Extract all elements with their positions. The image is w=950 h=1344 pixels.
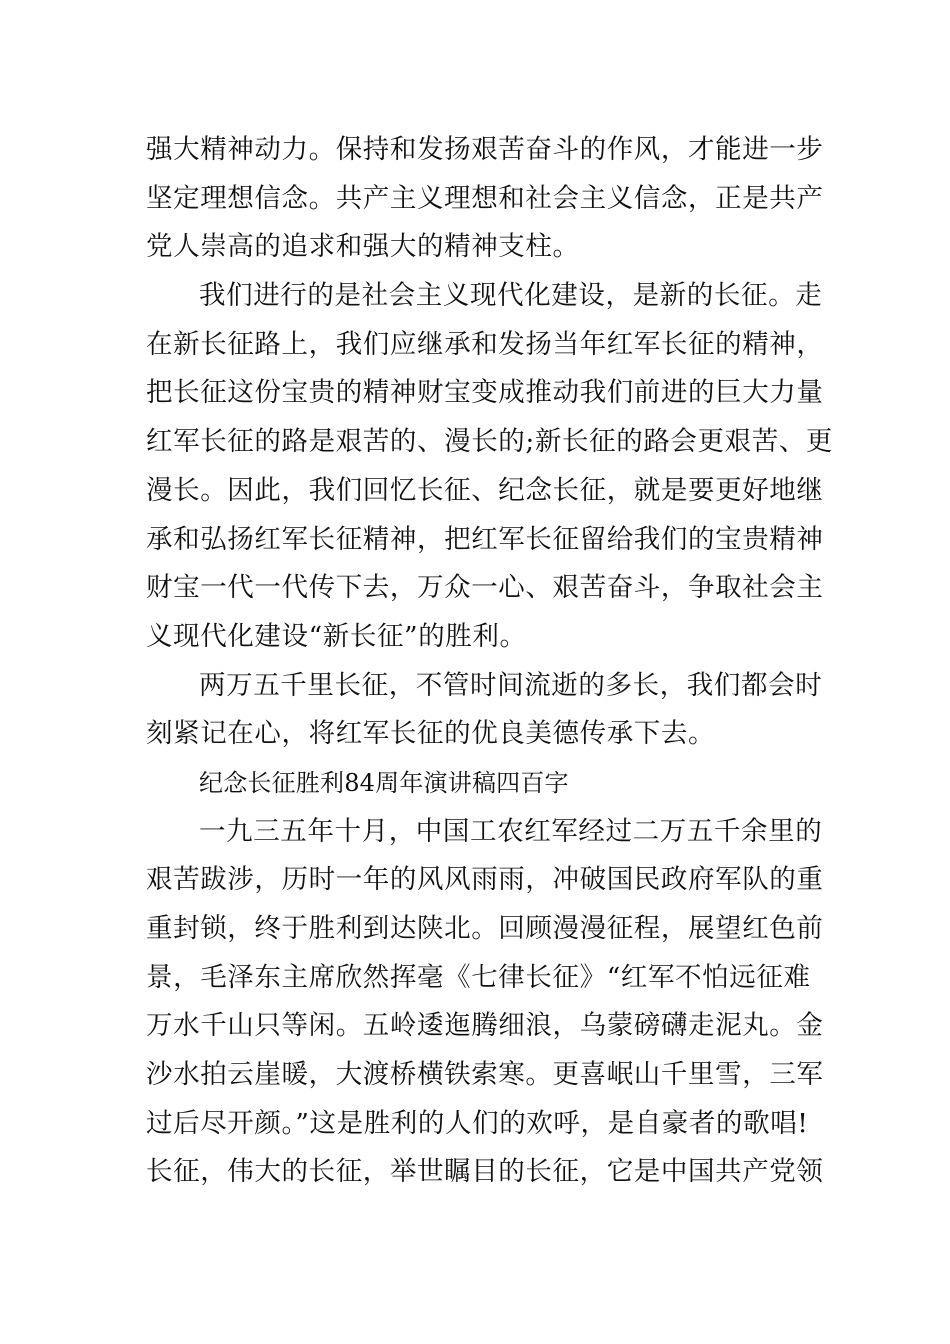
- body-text: [146, 126, 834, 1197]
- text-line: 义现代化建设“新长征”的胜利。: [146, 620, 527, 652]
- text-line: 把长征这份宝贵的精神财宝变成推动我们前进的巨大力量: [146, 377, 824, 409]
- text-line: 坚定理想信念。共产主义理想和社会主义信念，正是共产: [146, 182, 824, 214]
- text-line: 重封锁，终于胜利到达陕北。回顾漫漫征程，展望红色前: [146, 913, 824, 944]
- section-heading: 纪念长征胜利84周年演讲稿四百字: [199, 768, 569, 797]
- text-line: 刻紧记在心，将红军长征的优良美德传承下去。: [146, 718, 716, 750]
- paragraph-start-line: 我们进行的是社会主义现代化建设，是新的长征。走: [199, 280, 823, 312]
- text-line: 强大精神动力。保持和发扬艰苦奋斗的作风，才能进一步: [146, 134, 824, 165]
- text-line: 财宝一代一代传下去，万众一心、艰苦奋斗，争取社会主: [146, 572, 824, 604]
- text-line: 红军长征的路是艰苦的、漫长的;新长征的路会更艰苦、更: [146, 426, 834, 458]
- text-line: 承和弘扬红军长征精神，把红军长征留给我们的宝贵精神: [146, 523, 824, 555]
- paragraph-start-line: 两万五千里长征，不管时间流逝的多长，我们都会时: [199, 669, 823, 701]
- text-line: 景，毛泽东主席欣然挥毫《七律长征》“红军不怕远征难: [146, 961, 811, 993]
- paragraph-start-line: 一九三五年十月，中国工农红军经过二万五千余里的: [199, 815, 823, 847]
- text-line: 万水千山只等闲。五岭逶迤腾细浪，乌蒙磅礴走泥丸。金: [146, 1010, 824, 1042]
- text-line: 漫长。因此，我们回忆长征、纪念长征，就是要更好地继: [146, 474, 824, 506]
- text-line: 长征，伟大的长征，举世瞩目的长征，它是中国共产党领: [146, 1156, 824, 1188]
- text-line: 沙水拍云崖暖，大渡桥横铁索寒。更喜岷山千里雪，三军: [146, 1059, 824, 1091]
- text-line: 艰苦跋涉，历时一年的风风雨雨，冲破国民政府军队的重: [146, 864, 824, 896]
- text-line: 在新长征路上，我们应继承和发扬当年红军长征的精神，: [146, 328, 824, 360]
- text-line: 党人崇高的追求和强大的精神支柱。: [146, 231, 580, 263]
- text-line: 过后尽开颜。”这是胜利的人们的欢呼，是自豪者的歌唱!: [146, 1107, 809, 1139]
